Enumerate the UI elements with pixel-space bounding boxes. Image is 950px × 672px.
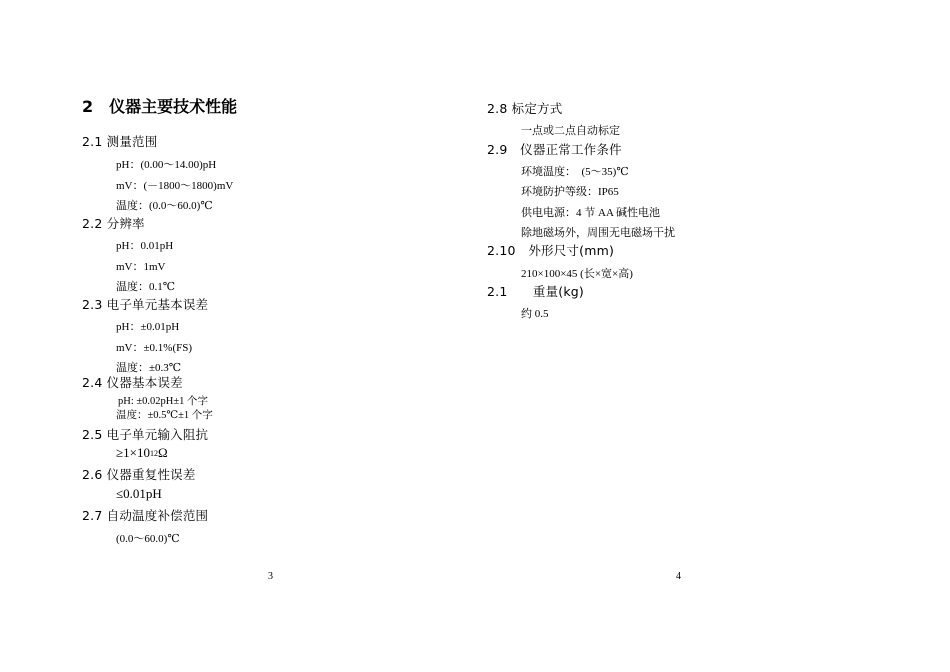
section-2-6-title: 2.6 仪器重复性误差	[82, 467, 196, 482]
chapter-heading: 2 仪器主要技术性能	[82, 97, 238, 116]
section-2-11-title: 2.1 重量(kg)	[487, 284, 585, 299]
dimensions-value: 210×100×45 (长×宽×高)	[521, 268, 633, 280]
electronic-error-ph: pH：±0.01pH	[116, 321, 180, 333]
page-number-right: 4	[676, 571, 681, 582]
section-2-3-title: 2.3 电子单元基本误差	[82, 297, 209, 312]
section-2-1-title: 2.1 测量范围	[82, 134, 158, 149]
range-temperature: 温度：(0.0～60.0)℃	[116, 200, 213, 212]
impedance-unit: Ω	[157, 445, 168, 460]
resolution-temperature: 温度：0.1℃	[116, 281, 176, 293]
section-2-2-title: 2.2 分辨率	[82, 216, 145, 231]
section-2-5-title: 2.5 电子单元输入阻抗	[82, 427, 209, 442]
range-ph: pH：(0.00～14.00)pH	[116, 159, 217, 171]
section-2-7-title: 2.7 自动温度补偿范围	[82, 508, 209, 523]
input-impedance-value	[116, 445, 168, 461]
condition-protection-level: 环境防护等级：IP65	[521, 186, 619, 198]
page-number-left: 3	[268, 571, 273, 582]
electronic-error-mv: mV：±0.1%(FS)	[116, 342, 193, 354]
range-mv: mV：(－1800～1800)mV	[116, 180, 234, 192]
condition-power-supply: 供电电源：4 节 AA 碱性电池	[521, 207, 661, 219]
resolution-ph: pH：0.01pH	[116, 240, 174, 252]
section-2-10-title: 2.10 外形尺寸(mm)	[487, 243, 615, 258]
impedance-exponent: 12	[149, 449, 158, 458]
repeatability-value: ≤0.01pH	[116, 486, 162, 501]
condition-ambient-temperature: 环境温度： (5～35)℃	[521, 166, 629, 178]
section-2-9-title: 2.9 仪器正常工作条件	[487, 142, 622, 157]
instrument-error-temperature: 温度：±0.5℃±1 个字	[116, 410, 213, 421]
section-2-8-title: 2.8 标定方式	[487, 101, 563, 116]
section-2-4-title: 2.4 仪器基本误差	[82, 375, 183, 390]
electronic-error-temperature: 温度：±0.3℃	[116, 362, 182, 374]
condition-magnetic-field: 除地磁场外，周围无电磁场干扰	[521, 227, 675, 239]
temp-compensation-value: (0.0～60.0)℃	[116, 533, 180, 545]
instrument-error-ph: pH: ±0.02pH±1 个字	[118, 396, 208, 407]
calibration-method: 一点或二点自动标定	[521, 125, 620, 137]
resolution-mv: mV：1mV	[116, 261, 166, 273]
weight-value: 约 0.5	[521, 308, 549, 320]
impedance-base: ≥1×10	[116, 445, 150, 460]
